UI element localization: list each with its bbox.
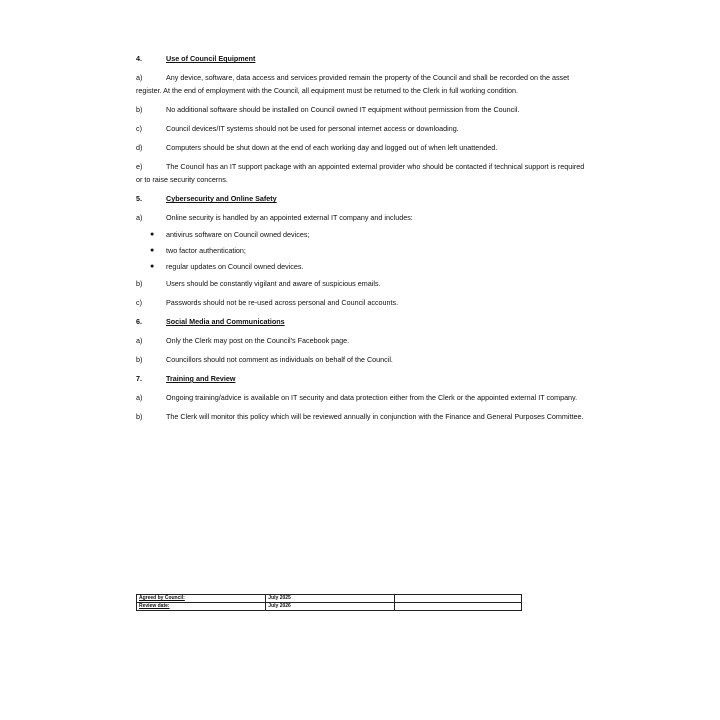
paragraph-label: a) [136, 336, 143, 345]
section-title: Social Media and Communications [166, 317, 285, 326]
paragraph [136, 141, 586, 154]
paragraph [136, 410, 586, 423]
table-cell-label: Review date: [137, 603, 266, 611]
list-item [148, 260, 586, 273]
table-cell-value: July 2026 [266, 603, 395, 611]
approval-table [136, 594, 522, 611]
section-number: 6. [136, 317, 142, 326]
section-number: 5. [136, 194, 142, 203]
paragraph-text: The Council has an IT support package with an appointed external provider who should be contacted if technical support is required or to raise security concerns. [136, 162, 585, 184]
bullet-icon: ● [150, 231, 155, 238]
paragraph [136, 391, 586, 404]
paragraph [136, 277, 586, 290]
paragraph [136, 71, 586, 97]
section-heading [136, 315, 586, 328]
list-item [148, 244, 586, 257]
paragraph-label: b) [136, 355, 143, 364]
paragraph-text: Users should be constantly vigilant and aware of suspicious emails. [166, 279, 381, 288]
paragraph [136, 103, 586, 116]
paragraph [136, 334, 586, 347]
paragraph-label: a) [136, 213, 143, 222]
paragraph-text: Only the Clerk may post on the Council's Facebook page. [166, 336, 350, 345]
list-item-text: two factor authentication; [166, 246, 246, 255]
table-cell-value: July 2025 [266, 595, 395, 603]
paragraph-text: Ongoing training/advice is available on IT security and data protection either from the Clerk or the appointed external IT company. [166, 393, 578, 402]
paragraph-text: Council devices/IT systems should not be used for personal internet access or downloading. [166, 124, 459, 133]
bullet-icon: ● [150, 263, 155, 270]
paragraph-text: No additional software should be installed on Council owned IT equipment without permission from the Council. [166, 105, 520, 114]
table-cell-label: Agreed by Council: [137, 595, 266, 603]
bullet-icon: ● [150, 247, 155, 254]
paragraph-text: Computers should be shut down at the end of each working day and logged out of when left unattended. [166, 143, 498, 152]
paragraph-label: d) [136, 143, 143, 152]
paragraph-label: e) [136, 162, 143, 171]
list-item-text: antivirus software on Council owned devices; [166, 230, 310, 239]
paragraph [136, 353, 586, 366]
table-row [137, 595, 522, 603]
paragraph-label: b) [136, 279, 143, 288]
section-title: Use of Council Equipment [166, 54, 256, 63]
paragraph [136, 211, 586, 224]
table-row [137, 603, 522, 611]
section-title: Training and Review [166, 374, 236, 383]
paragraph-text: Any device, software, data access and services provided remain the property of the Council and shall be recorded on the asset register. At the end of employment with the Council, all equipment must be returned to the Clerk in full working condition. [136, 73, 570, 95]
paragraph-label: c) [136, 298, 142, 307]
paragraph [136, 122, 586, 135]
paragraph-label: a) [136, 73, 143, 82]
paragraph-label: b) [136, 105, 143, 114]
paragraph-label: a) [136, 393, 143, 402]
table-cell-extra [395, 595, 522, 603]
paragraph-text: Online security is handled by an appointed external IT company and includes: [166, 213, 413, 222]
list-item-text: regular updates on Council owned devices. [166, 262, 304, 271]
policy-content [136, 52, 586, 429]
paragraph [136, 296, 586, 309]
paragraph-label: c) [136, 124, 142, 133]
list-item [148, 228, 586, 241]
paragraph-text: Passwords should not be re-used across personal and Council accounts. [166, 298, 399, 307]
section-title: Cybersecurity and Online Safety [166, 194, 277, 203]
bullet-list [136, 228, 586, 273]
section-heading [136, 372, 586, 385]
paragraph-text: The Clerk will monitor this policy which will be reviewed annually in conjunction with the Finance and General Purposes Committee. [166, 412, 584, 421]
paragraph [136, 160, 586, 186]
section-heading [136, 52, 586, 65]
table-cell-extra [395, 603, 522, 611]
section-heading [136, 192, 586, 205]
section-number: 4. [136, 54, 142, 63]
paragraph-label: b) [136, 412, 143, 421]
section-number: 7. [136, 374, 142, 383]
paragraph-text: Councillors should not comment as individuals on behalf of the Council. [166, 355, 393, 364]
